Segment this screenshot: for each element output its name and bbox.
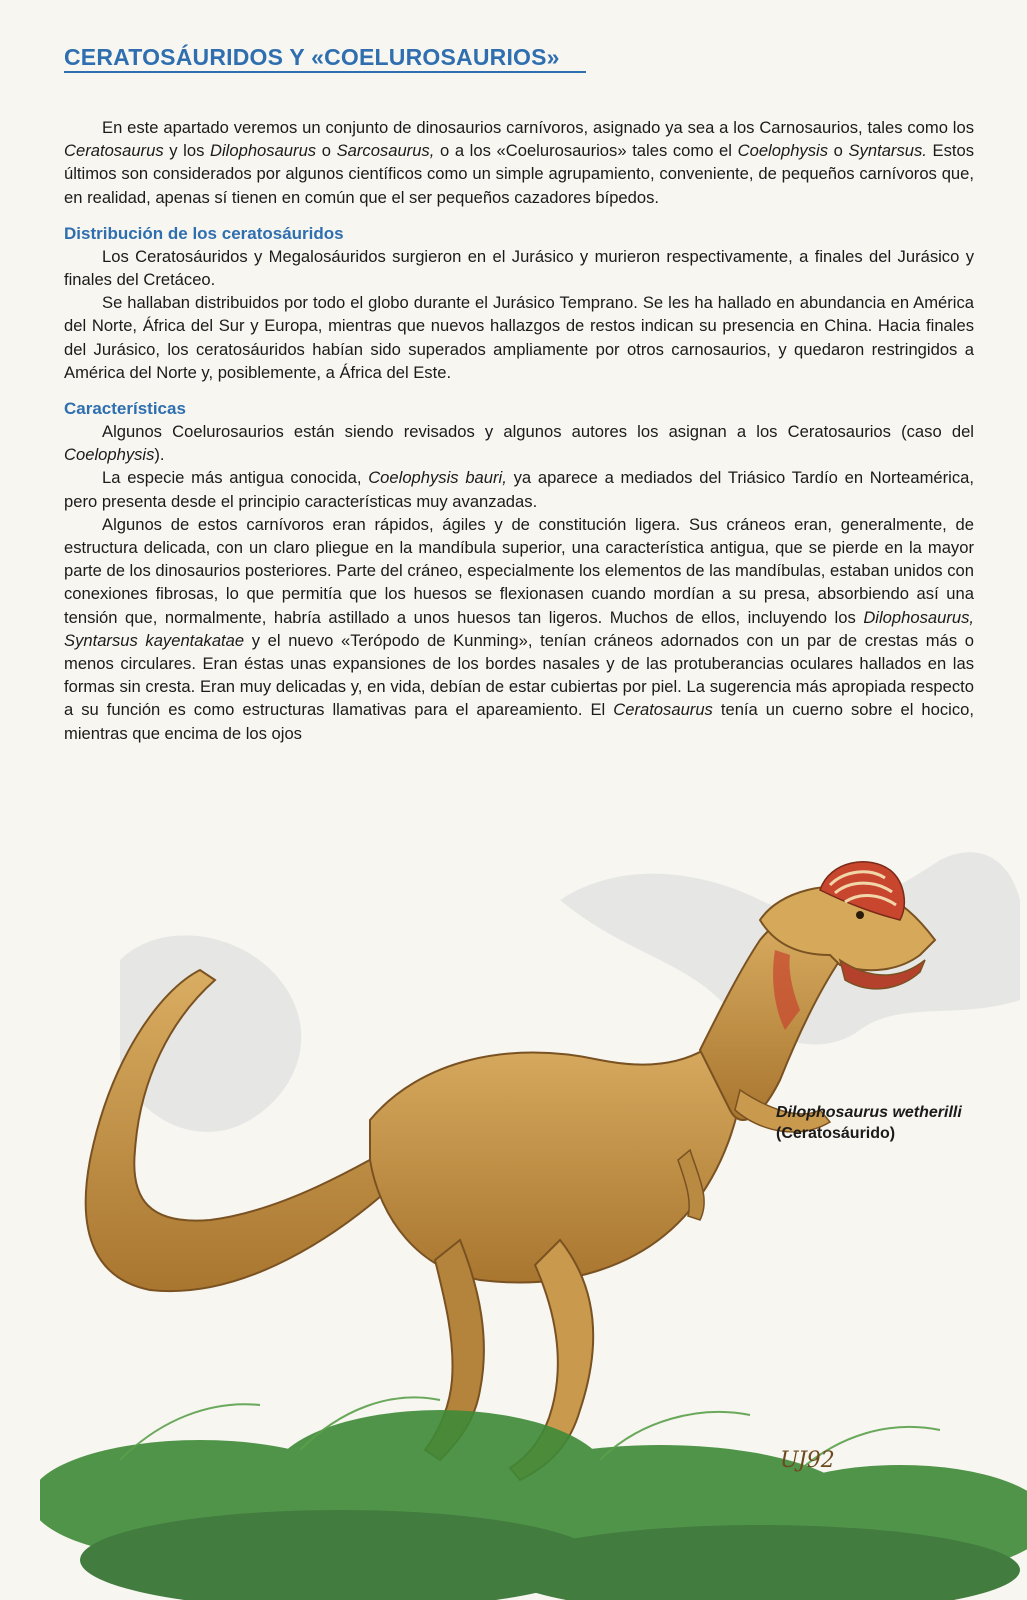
intro-italic-5: Syntarsus.	[848, 141, 927, 161]
char-p3-italic-1: Dilophosaurus, Syntarsus kayentakatae	[64, 607, 974, 650]
char-p3-text-a: Algunos de estos carnívoros eran rápidos, ágiles y de constitución ligera. Sus cráneos eran, generalmente, de estructura delicada, con un claro pliegue en la mandíbula superior, una característica antigua, que se pierde en la mayor parte de los dinosaurios posteriores. Parte del cráneo, especialmente los elementos de las mandíbulas, estaban unidos con conexiones fibrosas, lo que permitía que los huesos se flexionasen cuando mordían a su presa, absorbiendo así una tensión que, normalmente, habría astillado a unos huesos tan ligeros. Muchos de ellos, incluyendo los	[64, 514, 974, 627]
section-heading-characteristics: Características	[64, 399, 186, 419]
char-p2-text-a: La especie más antigua conocida,	[102, 468, 369, 488]
artist-signature: UJ92	[780, 1448, 835, 1473]
distribution-paragraph-2: Se hallaban distribuidos por todo el globo durante el Jurásico Temprano. Se les ha hallado en abundancia en América del Norte, África del Sur y Europa, mientras que nuevos hallazgos de restos indican su presencia en China. Hacia finales del Jurásico, los ceratosáuridos habían sido superados ampliamente por otros carnosaurios, y quedaron restringidos a América del Norte y, posiblemente, a África del Este.	[64, 293, 974, 382]
intro-italic-2: Dilophosaurus	[210, 141, 317, 161]
dilophosaurus-illustration	[40, 860, 1027, 1600]
intro-text-3: o	[316, 141, 337, 161]
char-p1-text-b: ).	[154, 445, 165, 465]
title-underline	[64, 71, 586, 73]
characteristics-paragraph-1	[64, 420, 974, 466]
char-p3-text-c: tenía un cuerno sobre el hocico, mientras que encima de los ojos	[64, 700, 974, 743]
characteristics-paragraph-3	[64, 513, 974, 745]
intro-text-1: En este apartado veremos un conjunto de dinosaurios carnívoros, asignado ya sea a los Carnosaurios, tales como los	[102, 118, 974, 137]
intro-italic-3: Sarcosaurus,	[336, 141, 435, 161]
distribution-paragraph-1: Los Ceratosáuridos y Megalosáuridos surgieron en el Jurásico y murieron respectivamente, a finales del Jurásico y finales del Cretáceo.	[64, 246, 974, 290]
intro-text-6: Estos últimos son considerados por algunos científicos como un simple agrupamiento, conveniente, de pequeños carnívoros que, en realidad, apenas sí tienen en común que el ser pequeños cazadores bípedos.	[64, 141, 975, 207]
char-p1-text-a: Algunos Coelurosaurios están siendo revisados y algunos autores los asignan a los Ceratosaurios (caso del	[102, 422, 974, 442]
char-p2-text-b: ya aparece a mediados del Triásico Tardío en Norteamérica, pero presenta desde el principio características muy avanzadas.	[64, 468, 974, 511]
intro-italic-4: Coelophysis	[737, 141, 828, 161]
char-p2-italic: Coelophysis bauri,	[368, 468, 507, 488]
characteristics-paragraph-2	[64, 466, 974, 512]
article-body	[64, 116, 974, 745]
char-p3-italic-2: Ceratosaurus	[613, 700, 713, 720]
char-p3-text-b: y el nuevo «Terópodo de Kunming», tenían cráneos adornados con un par de crestas más o menos circulares. Eran éstas unas expansiones de los bordes nasales y de las protuberancias oculares hallados en las formas sin cresta. Eran muy delicadas y, en vida, debían de estar cubiertas por piel. La sugerencia más apropiada respecto a su función es como estructuras llamativas para el apareamiento. El	[64, 630, 974, 720]
fern-foliage	[40, 1410, 1027, 1600]
intro-text-5: o	[828, 141, 849, 161]
caption-species: Dilophosaurus wetherilli	[776, 1104, 962, 1121]
char-p1-italic: Coelophysis	[64, 445, 155, 465]
intro-paragraph	[64, 116, 974, 209]
intro-italic-1: Ceratosaurus	[64, 141, 164, 161]
figure-caption	[776, 1102, 1021, 1144]
page-title: CERATOSÁURIDOS Y «COELUROSAURIOS»	[64, 44, 560, 70]
intro-text-2: y los	[163, 141, 211, 161]
dino-eye	[856, 911, 864, 919]
intro-text-4: o a los «Coelurosaurios» tales como el	[434, 141, 738, 161]
section-heading-distribution: Distribución de los ceratosáuridos	[64, 223, 344, 243]
caption-group: (Ceratosáurido)	[776, 1125, 896, 1142]
